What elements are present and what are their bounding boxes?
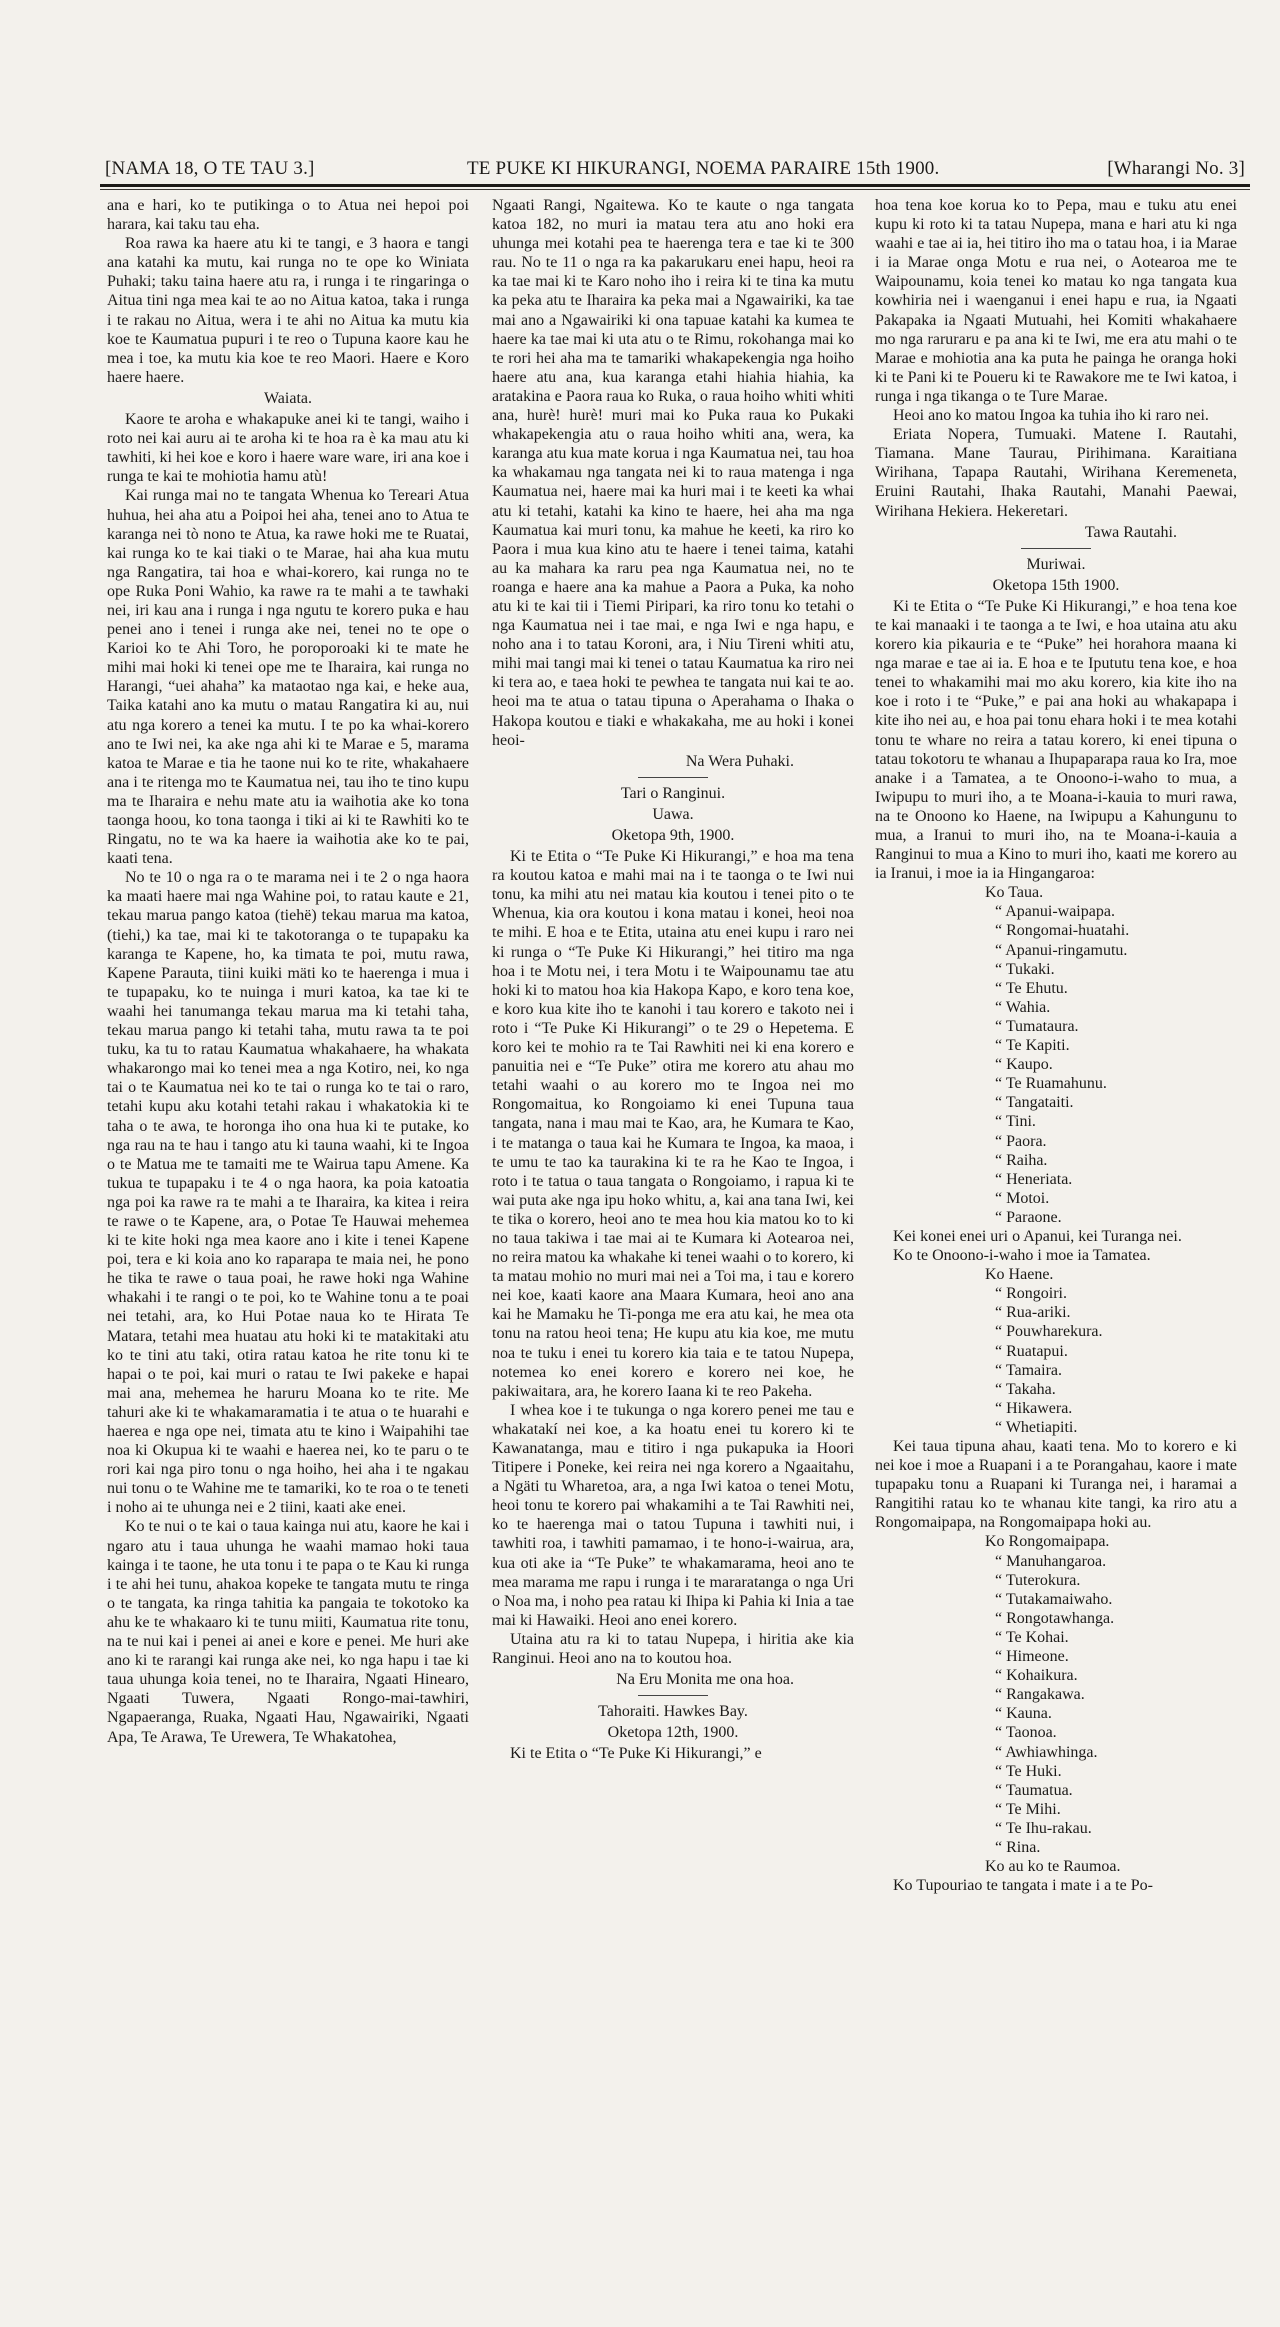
column-1 xyxy=(107,196,469,1747)
genealogy-item: “ Rua-ariki. xyxy=(875,1303,1237,1322)
genealogy-item: “ Tumataura. xyxy=(875,1017,1237,1036)
paragraph: Ngaati Rangi, Ngaitewa. Ko te kaute o nga tangata katoa 182, no muri ia matau tera atu ano hoki era uhunga mei kotahi pea te haerenga tera e tae ki te 300 rau. No te 11 o nga ra ka pakarukaru enei hapu, heoi ra ka tae mai ki te Karo noho iho i reira ki te tina ka mutu ka peka atu te Iharaira ka peka mai a Ngawairiki, ka tae mai ano a Ngawairiki ki ona tapuae katahi ka kumea te haere ka tae mai ki uta atu o te Rimu, rokohanga mai ko te rori hei aha ma te tamariki whakapekengia nga hoiho haere atu ana, kua karanga etahi hiahia hiahia, ka aratakina e Paora raua ko Ruka, o raua hoiho whiti whiti ana, hurè! hurè! muri mai ko Puka raua ko Pukaki whakapekengia atu o raua hoiho whiti ana, wera, ka karanga atu kua mate korua i nga Kaumatua nei, tau hoa ka whakamau nga tangata nei ki to raua matenga i nga Kaumatua nei, haere mai ka huri mai i te keeti ka whai atu ki tetahi, katahi ka kino te haere, hei aha ma nga Kaumatua kai muri tonu, ka mahue he keeti, ka riro ko Paora i mua kua kino atu te haere i tenei taima, katahi au ka mahara ka raru pea nga Kaumatua nei, no te roanga e haere ana ka mahue a Paora a Puka, ka noho atu ki te kai tii i Tiemi Piripari, ka riro tonu ko tetahi o nga Kaumatua nei i tae mai, e nga Iwi e nga hapu, e noho ana i to tatau Koroni, ara, i Niu Tireni whiti atu, mihi mai tangi mai ki tenei o tatau Kaumatua ka riro nei ki tera ao, e taea hoki te pewhea te tangata nui kai te ao. heoi ma te atua o tatau tipuna o Aperahama o Ihaka o Hakopa koutou e tiaki e whakakaha, me au hoki i konei heoi- xyxy=(492,197,854,749)
genealogy-item: “ Rongoiri. xyxy=(875,1284,1237,1303)
paragraph: Ki te Etita o “Te Puke Ki Hikurangi,” e hoa tena koe te kai manaaki i te taonga a te Iwi, e hoa utaina atu aku korero kia pikauria e te “Puke” hei horahora maana ki nga marae e tae ai ia. E hoa e te Ipututu tena koe, e hoa tenei to whakamihi mai mo aku korero, kia kite iho na koe i roto i te “Puke,” e pai ana hoki au whakapapa i kite iho nei au, e hoa pai tonu ehara hoki i te mea kotahi tonu te whare no reira a tatau korero, ki enei tipuna o tatau tokotoru te whanau a Ihupaparapa raua ko Ira, moe anake i a Tamatea, a te Onoono-i-waho to mua, a Iwipupu to muri iho, a te Moana-i-kauia to muri rawa, na te Onoono ko Haene, na Iwipupu a Kahungunu to mua, a Iranui to muri iho, na te Moana-i-kauia a Ranginui to mua a Kino to muri iho, kaati me korero au ia Iranui, i moe ia ia Hingangaroa: xyxy=(875,597,1237,883)
masthead xyxy=(105,158,1245,182)
genealogy-item: “ Paraone. xyxy=(875,1208,1237,1227)
genealogy-item: “ Tuterokura. xyxy=(875,1571,1237,1590)
section-heading: Oketopa 9th, 1900. xyxy=(611,827,735,844)
genealogy-item: “ Ruatapui. xyxy=(875,1342,1237,1361)
genealogy-item: “ Rangakawa. xyxy=(875,1685,1237,1704)
genealogy-heading: Ko Haene. xyxy=(985,1266,1054,1284)
genealogy-item: “ Heneriata. xyxy=(875,1170,1237,1189)
paragraph: Ko te nui o te kai o taua kainga nui atu, kaore he kai i ngaro atu i taua uhunga he waahi mamao hoki taua kainga i te taone, he uta tonu i te papa o te Kau ki runga i te ahi hei tunu, ahakoa kopeke te tangata mutu te ringa o te tangata, ka ringa tahitia ka pangaia te tokotoko ka ahu ke te whakaaro ki te tunu miiti, Kaumatua rite tonu, na te nui kai i penei ai anei e kore e penei. Me huri ake ano ki te rarangi kai runga ake nei, ko nga hapu i tae ki taua uhunga koia tenei, no te Iharaira, Ngaati Hinearo, Ngaati Tuwera, Ngaati Rongo-mai-tawhiri, Ngapaeranga, Ruaka, Ngaati Hau, Ngawairiki, Ngaati Apa, Te Arawa, Te Urewera, Te Whakatohea, xyxy=(107,1518,469,1746)
paragraph: No te 10 o nga ra o te marama nei i te 2 o nga haora ka maati haere mai nga Wahine poi, to ratau kaute e 21, tekau marua pango katoa (tiehë) tekau marua ma katoa, (tiehi,) ka tae, mai ki te takotoranga o te tupapaku ka karanga te Kapene, ho, ka timata te poi, mutu rawa, Kapene Parauta, tiini kuiki mäti ko te haerenga i mua i te tupapaku, ko te nuinga i muri katoa, ka tae ki te waahi hei tanumanga tekau marua ma ki tetahi taha, tekau marua pango ki tetahi taha, mutu rawa ta te poi tuku, ka tu to ratau Kaumatua whakahaere, ha whakata whakarongo mai ko tenei mea a nga Kotiro, nei, ko nga tai o te Kaumatua nei ko te tai o runga ko te tai o raro, tetahi kupu aku kotahi tetahi rakau i whakatokia ki te taha o te awa, te horonga iho ona hua ki te putake, ko nga rau na te hau i tango atu ki tauna waahi, ki te Ingoa o te Matua me te tamaiti me te Wairua tapu Amene. Ka tukua te tupapaku i te 4 o nga haora, ka poia katoatia nga poi ka rawe ra te mahi a te Iharaira, ka kitea i reira te rawe o te Kapene, ara, o Potae Te Hauwai mehemea ki te kite hoki nga mea kaore ano i kite i tenei Kapene poi, tera e ki koia ano ko raparapa te maia nei, he pono he tika te rawe o taua poai, he rawe hoki nga Wahine whakahi i te rangi o te poi, ko te Wahine tonu a te poai nei tetahi, ara, ko Hui Potae naua ko te Hirata Te Matara, tetahi mea huatau atu hoki ki te matakitaki atu ko te tini atu taki, otira ratau katoa he rite tonu ki te hapai o te poi, kai muri o ratau te Iwi pakeke e hapai mai ana, mehemea he haruru Moana ko te rite. Me tahuri ake ki te whakamaramatia i te atua o te huarahi e haerea e nga ope nei, timata atu te kino i Waipahihi tae noa ki Okupua ki te waahi e haerea nei, ko te paru o te rori kai nga piro tonu o nga hoiho, hei aha i te ngakau nui tonu o te Wahine me te tamariki, ko te roa o te teneti i noho ai te uhunga nei e 2 tiini, kaati ake enei. xyxy=(107,869,469,1517)
section-heading: Waiata. xyxy=(263,389,312,407)
paragraph: hoa tena koe korua ko to Pepa, mau e tuku atu enei kupu ki roto ki ta tatau Nupepa, mana e hari atu ki nga waahi e tae ai ia, hei titiro iho ma o tatau hoa, i ia Marae i ia Marae onga Motu e rua nei, o Aotearoa me te Waipounamu, koia tenei ko matau ko nga tangata kua kowhiria nei i waenganui i enei hapu e rua, ia Ngaati Pakapaka ia Ngaati Mutuahi, hei Komiti whakahaere mo nga raruraru e pa ana ki te Iwi, me era atu mahi o te Marae e mohiotia ana ka puta he painga he oranga hoki ki te Pani ki te Poueru ki te Rawakore me te Iwi katoa, i runga i nga tikanga o te Ture Marae. xyxy=(875,197,1237,405)
genealogy-item: “ Apanui-waipapa. xyxy=(875,902,1237,921)
genealogy-item: “ Pouwharekura. xyxy=(875,1322,1237,1341)
separator-rule xyxy=(638,1695,708,1696)
genealogy-item: “ Himeone. xyxy=(875,1647,1237,1666)
genealogy-heading: Ko Rongomaipapa. xyxy=(985,1533,1110,1551)
signature: Na Eru Monita me ona hoa. xyxy=(616,1671,794,1689)
signature: Tawa Rautahi. xyxy=(1084,523,1177,541)
genealogy-item: “ Rina. xyxy=(875,1838,1237,1857)
masthead-rule-thin xyxy=(100,189,1250,190)
section-heading: Oketopa 12th, 1900. xyxy=(607,1724,739,1742)
paragraph: Heoi ano ko matou Ingoa ka tuhia iho ki raro nei. xyxy=(893,407,1209,425)
genealogy-item: “ Apanui-ringamutu. xyxy=(875,941,1237,960)
genealogy-item: “ Rongotawhanga. xyxy=(875,1609,1237,1628)
genealogy-item: “ Manuhangaroa. xyxy=(875,1552,1237,1571)
genealogy-item: “ Te Kapiti. xyxy=(875,1036,1237,1055)
genealogy-item: “ Te Mihi. xyxy=(875,1800,1237,1819)
genealogy-item: “ Motoi. xyxy=(875,1189,1237,1208)
genealogy-item: “ Tutakamaiwaho. xyxy=(875,1590,1237,1609)
separator-rule xyxy=(638,777,708,778)
genealogy-heading: Ko Taua. xyxy=(985,884,1044,902)
genealogy-item: “ Kaupo. xyxy=(875,1055,1237,1074)
column-2 xyxy=(492,196,854,1764)
paragraph: Eriata Nopera, Tumuaki. Matene I. Rautahi, Tiamana. Mane Taurau, Pirihimana. Karaitiana Wirihana, Tapapa Rautahi, Wirihana Keremeneta, Eruini Rautahi, Ihaka Rautahi, Manahi Paewai, Wirihana Hekiera. Hekeretari. xyxy=(875,426,1237,520)
genealogy-item: “ Tangataiti. xyxy=(875,1093,1237,1112)
paragraph: Kei taua tipuna ahau, kaati tena. Mo to korero e ki nei koe i moe a Ruapani i a te Porangahau, kaore i mate tupapaku tonu a Ruapani ki Turanga nei, i haramai a Rangitihi ratau ko te whanau kite tangi, ka riro atu a Rongomaipapa, na Rongomaipapa hoki au. xyxy=(875,1438,1237,1532)
section-heading: Muriwai. xyxy=(1026,555,1086,573)
genealogy-item: “ Te Ihu-rakau. xyxy=(875,1819,1237,1838)
page-number: [Wharangi No. 3] xyxy=(1107,158,1245,179)
paragraph: Kei konei enei uri o Apanui, kei Turanga nei. xyxy=(893,1227,1182,1245)
paragraph: Kai runga mai no te tangata Whenua ko Tereari Atua huhua, hei aha atu a Poipoi hei aha, tenei ano to Atua te karanga nei tò nono te Atua, ka rawe hoki me te Ruatai, kai runga ko te kai tiaki o te Marae, hai aha kua mutu nga Rangatira, tai hoa e whai-korero, kai runga no te ope Ruka Poni Wahio, ka rawe ra te mahi a te tawhaki nei, iri kau ana i runga i nga ngutu te korero puka e hau penei ano i tenei i runga ake nei, tenei no te ope o Karioi ko te Ahi Toro, he poroporoaki ki te mate he mihi mai hoki ki tenei ope me te Iharaira, kai runga no Harangi, “uei ahaha” ka mataotao nga kai, e heke aua, Taika katahi ano ka mutu o matau Rangatira ki au, nui atu nga korero a tenei ka mutu. I te po ka whai-korero ano te Iwi nei, ka ake nga ahi ki te Marae e 5, marama katoa te Marae e tia he taone nui ko te rite, whakahaere ana i te ritenga mo te Kaumatua nei, tau iho te tino kupu ma te Iharaira e nehu mate atu ia waihotia ake ko tona taonga hoou, ko tona taonga i tiki ai ki te Rawhiti ko te Ringatu, no te wa ka haere ia waihotia ake ko te pai, kaati tena. xyxy=(107,487,469,868)
genealogy-item: “ Taumatua. xyxy=(875,1781,1237,1800)
genealogy-item: “ Kauna. xyxy=(875,1704,1237,1723)
paragraph: Ko Tupouriao te tangata i mate i a te Po- xyxy=(893,1877,1153,1895)
signature: Na Wera Puhaki. xyxy=(685,752,794,770)
genealogy-item: “ Hikawera. xyxy=(875,1399,1237,1418)
section-heading: Tari o Ranginui. xyxy=(620,784,726,802)
masthead-rule-thick xyxy=(100,184,1250,187)
genealogy-item: “ Tini. xyxy=(875,1112,1237,1131)
genealogy-item: “ Te Ehutu. xyxy=(875,979,1237,998)
genealogy-item: “ Raiha. xyxy=(875,1151,1237,1170)
genealogy-heading: Ko au ko te Raumoa. xyxy=(985,1858,1121,1876)
paragraph: Roa rawa ka haere atu ki te tangi, e 3 haora e tangi ana katahi ka mutu, kai runga no te ope ko Winiata Puhaki; taku taina haere atu ra, i runga i te ringaringa o Aitua tini nga mea kai te ao no Aitua katoa, taka i runga i te rakau no Aitua, wera i te ahi no Aitua ka mutu kia koe te Kaumatua pupuri i te reo o Tupuna kaore kau he mea i toe, ka mutu kia koe te reo Maori. Haere e Koro haere haere. xyxy=(107,235,469,386)
paragraph: Ki te Etita o “Te Puke Ki Hikurangi,” e xyxy=(510,1745,762,1763)
paragraph: Ki te Etita o “Te Puke Ki Hikurangi,” e hoa ma tena ra koutou katoa e mahi mai na i te taonga o te Iwi nui tonu, ka mihi atu nei matau kia koutou i tenei pito o te Whenua, kia ora koutou i kona matau i konei, heoi noa te mihi. E hoa e te Etita, utaina atu enei kupu i raro nei ki runga o “Te Puke Ki Hikurangi,” hei titiro ma nga hoa i te Motu nei, i tera Motu i te Waipounamu tae atu hoki ki to matou hoa kia Hakopa Kapo, e koro tena koe, e koro kua kite iho te kanohi i tau korero e takoto nei i roto i “Te Puke Ki Hikurangi” o te 29 o Hepetema. E koro kei te mohio ra te Tai Rawhiti nei ki ena korero e panuitia nei e “Te Puke” otira me korero atu ahau mo tetahi waahi o au korero mo te Ingoa nei mo Rongomaitua, ko Rongoiamo ki enei Tupuna taua tangata, nana i mau mai te Kao, ara, he Kumara te Kao, i te matanga o taua kai he Kumara te Ingoa, ka maoa, i te umu te tao ka taurakina ki te ra he Kao te Ingoa, i roto i te tatua o taua tangata o Rongoiamo, i rapua ki te wai puta ake nga ipu hoko whitu, a, kai ana tana Iwi, kei te tika o korero, heoi ano te mea hou kia matou ko to ki no taua takiwa i tae mai ai te Kumara ki Aotearoa nei, no reira matou ka whakahe ki tenei waahi o to korero, ki ta matau mohio no muri mai nei a Toi ma, i tau e korero nei koe, kaati kaore ana Maara Kumara, heoi ano ana kai he Mamaku he Ti-ponga me era atu kai, he mea ota tonu na ratou heoi tena; He kupu atu kia koe, me mutu noa te tuku i enei tu korero kia taia e te tatou Nupepa, notemea ko enei korero e korero nei koe, he pakiwaitara, ara, he korero Iaana ki te reo Pakeha. xyxy=(492,848,854,1400)
genealogy-item: “ Tukaki. xyxy=(875,960,1237,979)
separator-rule xyxy=(1021,548,1091,549)
section-heading: Uawa. xyxy=(652,805,694,823)
column-3 xyxy=(875,196,1237,1895)
newspaper-title-date: TE PUKE KI HIKURANGI, NOEMA PARAIRE 15th 1900. xyxy=(467,158,940,179)
section-heading: Tahoraiti. Hawkes Bay. xyxy=(598,1703,748,1721)
genealogy-item: “ Te Kohai. xyxy=(875,1628,1237,1647)
issue-number: [NAMA 18, O TE TAU 3.] xyxy=(105,158,315,179)
genealogy-item: “ Whetiapiti. xyxy=(875,1418,1237,1437)
paragraph: Kaore te aroha e whakapuke anei ki te tangi, waiho i roto nei kai auru ai te aroha ki te hoa ra è ka mau atu ki tawhiti, ki hei koe e koro i haere ware ware, iri ana koe i runga te kai te mohiotia hamu atù! xyxy=(107,411,469,486)
paragraph: I whea koe i te tukunga o nga korero penei me tau e whakatakí nei koe, a ka hoatu enei tu korero ki te Kawanatanga, mau e titiro i nga pukapuka ia Hoori Titipere i Poneke, kei reira nei nga korero a Ngaaitahu, a Ngäti tu Wharetoa, ara, a nga Iwi katoa o tenei Motu, heoi tonu te korero pai whakamihi a te Tai Rawhiti nei, ko te haerenga mai o tatou Tupuna i tawhiti nui, i tawhiti roa, i tawhiti pamamao, i te hono-i-wairua, ara, kua oti ake ia “Te Puke” te whakamarama, heoi ano te mea marama me rapu i runga i te mararatanga o nga Uri o Noa ma, i noho pea ratau ki Ihipa ki Pahia ki Inia a tae mai ki Hawaiki. Heoi ano enei korero. xyxy=(492,1401,854,1629)
section-heading: Oketopa 15th 1900. xyxy=(992,576,1120,594)
genealogy-item: “ Te Huki. xyxy=(875,1762,1237,1781)
genealogy-item: “ Rongomai-huatahi. xyxy=(875,921,1237,940)
genealogy-item: “ Wahia. xyxy=(875,998,1237,1017)
paragraph: ana e hari, ko te putikinga o to Atua nei hepoi poi harara, kai taku tau eha. xyxy=(107,197,469,234)
genealogy-item: “ Te Ruamahunu. xyxy=(875,1074,1237,1093)
genealogy-item: “ Kohaikura. xyxy=(875,1666,1237,1685)
genealogy-item: “ Awhiawhinga. xyxy=(875,1743,1237,1762)
genealogy-item: “ Taonoa. xyxy=(875,1723,1237,1742)
paragraph: Ko te Onoono-i-waho i moe ia Tamatea. xyxy=(893,1247,1151,1265)
genealogy-item: “ Tamaira. xyxy=(875,1361,1237,1380)
paragraph: Utaina atu ra ki to tatau Nupepa, i hiritia ake kia Ranginui. Heoi ano na to koutou hoa. xyxy=(492,1630,854,1668)
genealogy-item: “ Paora. xyxy=(875,1132,1237,1151)
genealogy-item: “ Takaha. xyxy=(875,1380,1237,1399)
